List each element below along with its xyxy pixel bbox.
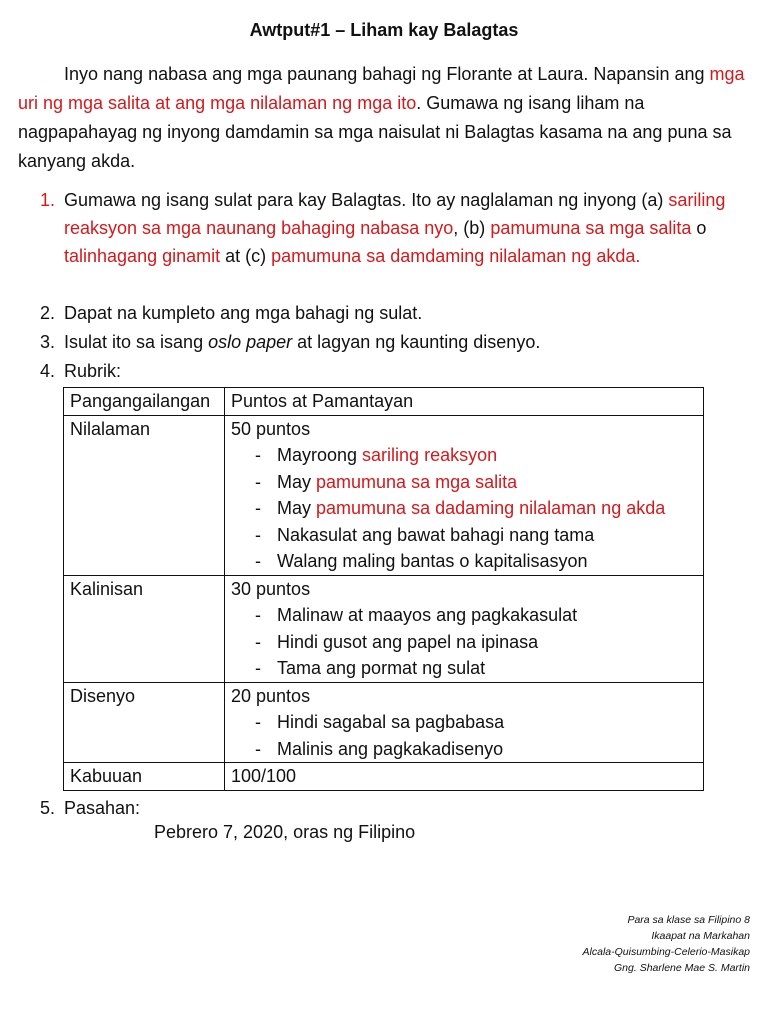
footer-line: Ikaapat na Markahan [651,930,750,942]
item-text [64,186,755,270]
criterion-text: Hindi sagabal sa pagbabasa [277,712,505,732]
instruction-item-2 [40,299,755,327]
criterion-item: - Tama ang pormat ng sulat [231,655,697,682]
criterion-text: Hindi gusot ang papel na ipinasa [277,631,539,652]
item1-highlight-b: pamumuna sa mga salita [490,218,692,238]
criterion-text: Walang maling bantas o kapitalisasyon [277,551,588,571]
criterion-item: - Malinaw at maayos ang pagkakasulat [231,602,697,629]
criterion-text: Tama ang pormat ng sulat [277,658,486,678]
criterion-text: Nakasulat ang bawat bahagi nang tama [277,524,595,545]
footer-line: Gng. Sharlene Mae S. Martin [614,962,750,974]
criterion-item: - May pamumuna sa dadaming nilalaman ng akda [255,498,666,518]
criterion-highlight: pamumuna sa dadaming nilalaman ng akda [316,498,666,518]
intro-paragraph [18,60,758,176]
item-number: 3. [40,332,56,352]
document-title: Awtput#1 – Liham kay Balagtas [249,20,519,40]
criterion-item: - Hindi sagabal sa pagbabasa [231,709,697,736]
item-text: Pasahan: [64,798,141,818]
item3-text-a: Isulat ito sa isang [64,332,209,352]
intro-text-1: Inyo nang nabasa ang mga paunang bahagi ng Florante at Laura. Napansin ang [64,64,710,84]
header-cell: Pangangailangan [64,388,225,416]
rubric-table [63,387,704,791]
item3-italic: oslo paper [208,332,293,352]
item-text: Rubrik: [64,361,122,381]
criterion-name: Disenyo [64,682,225,763]
deadline-text: Pebrero 7, 2020, oras ng Filipino [154,822,416,842]
criterion-name: Nilalaman [64,415,225,575]
item1-highlight-c: talinhagang ginamit [64,246,221,266]
criterion-item: - May pamumuna sa mga salita [255,471,518,492]
instruction-item-1 [40,186,755,270]
item-number: 2. [40,303,56,323]
criterion-name: Kabuuan [64,763,225,791]
criterion-item: - Nakasulat ang bawat bahagi nang tama [231,522,697,549]
table-row [64,575,704,682]
table-row [64,763,704,791]
criterion-text: May [277,498,317,518]
criterion-text: May [277,471,317,492]
criterion-points-cell [225,415,704,575]
header-cell: Puntos at Pamantayan [225,388,704,416]
item1-text-d: at (c) [220,246,272,266]
footer-line: Para sa klase sa Filipino 8 [627,914,750,926]
instruction-item-3 [40,328,755,356]
points-value: 30 puntos [231,578,311,599]
item-text: Dapat na kumpleto ang mga bahagi ng sulat. [64,303,423,323]
table-row [64,415,704,575]
item1-text-a: Gumawa ng isang sulat para kay Balagtas. Ito ay naglalaman ng inyong (a) [64,190,669,210]
item1-highlight-a: sariling reaksyon sa mga naunang bahaging nabasa nyo [64,190,726,238]
item1-text-b: , (b) [453,218,491,238]
item-number: 5. [40,798,56,818]
criterion-highlight: sariling reaksyon [362,445,498,465]
item1-highlight-d: pamumuna sa damdaming nilalaman ng akda. [271,246,641,266]
criterion-name: Kalinisan [64,575,225,682]
item-number: 1. [40,190,56,210]
instruction-item-5 [40,794,755,822]
table-row [64,682,704,763]
intro-text-2: . Gumawa ng isang liham na nagpapahayag ng inyong damdamin sa mga naisulat ni Balagtas kasama na ang puna sa kanyang akda. [18,93,732,171]
criterion-item: - Walang maling bantas o kapitalisasyon [231,548,697,575]
criterion-item: - Mayroong sariling reaksyon [255,445,498,465]
criterion-text: Malinaw at maayos ang pagkakasulat [277,605,578,625]
criterion-item: - Hindi gusot ang papel na ipinasa [231,629,697,656]
criterion-points-cell [225,575,704,682]
criterion-highlight: pamumuna sa mga salita [316,471,518,492]
footer-credits [583,912,750,976]
criterion-points-cell [225,682,704,763]
points-value: 100/100 [225,763,704,791]
criterion-text: Mayroong [277,445,363,465]
item1-text-c: o [691,218,707,238]
item-text [64,328,755,356]
table-header-row [64,388,704,416]
points-value: 20 puntos [231,685,311,706]
intro-highlight: mga uri ng mga salita at ang mga nilalaman ng mga ito [18,64,745,113]
item-number: 4. [40,361,56,381]
item3-text-b: at lagyan ng kaunting disenyo. [292,332,541,352]
criterion-text: Malinis ang pagkakadisenyo [277,738,504,759]
points-value: 50 puntos [231,418,311,439]
criterion-item: - Malinis ang pagkakadisenyo [231,736,697,763]
instruction-item-4 [40,357,755,385]
footer-line: Alcala-Quisumbing-Celerio-Masikap [582,946,750,958]
